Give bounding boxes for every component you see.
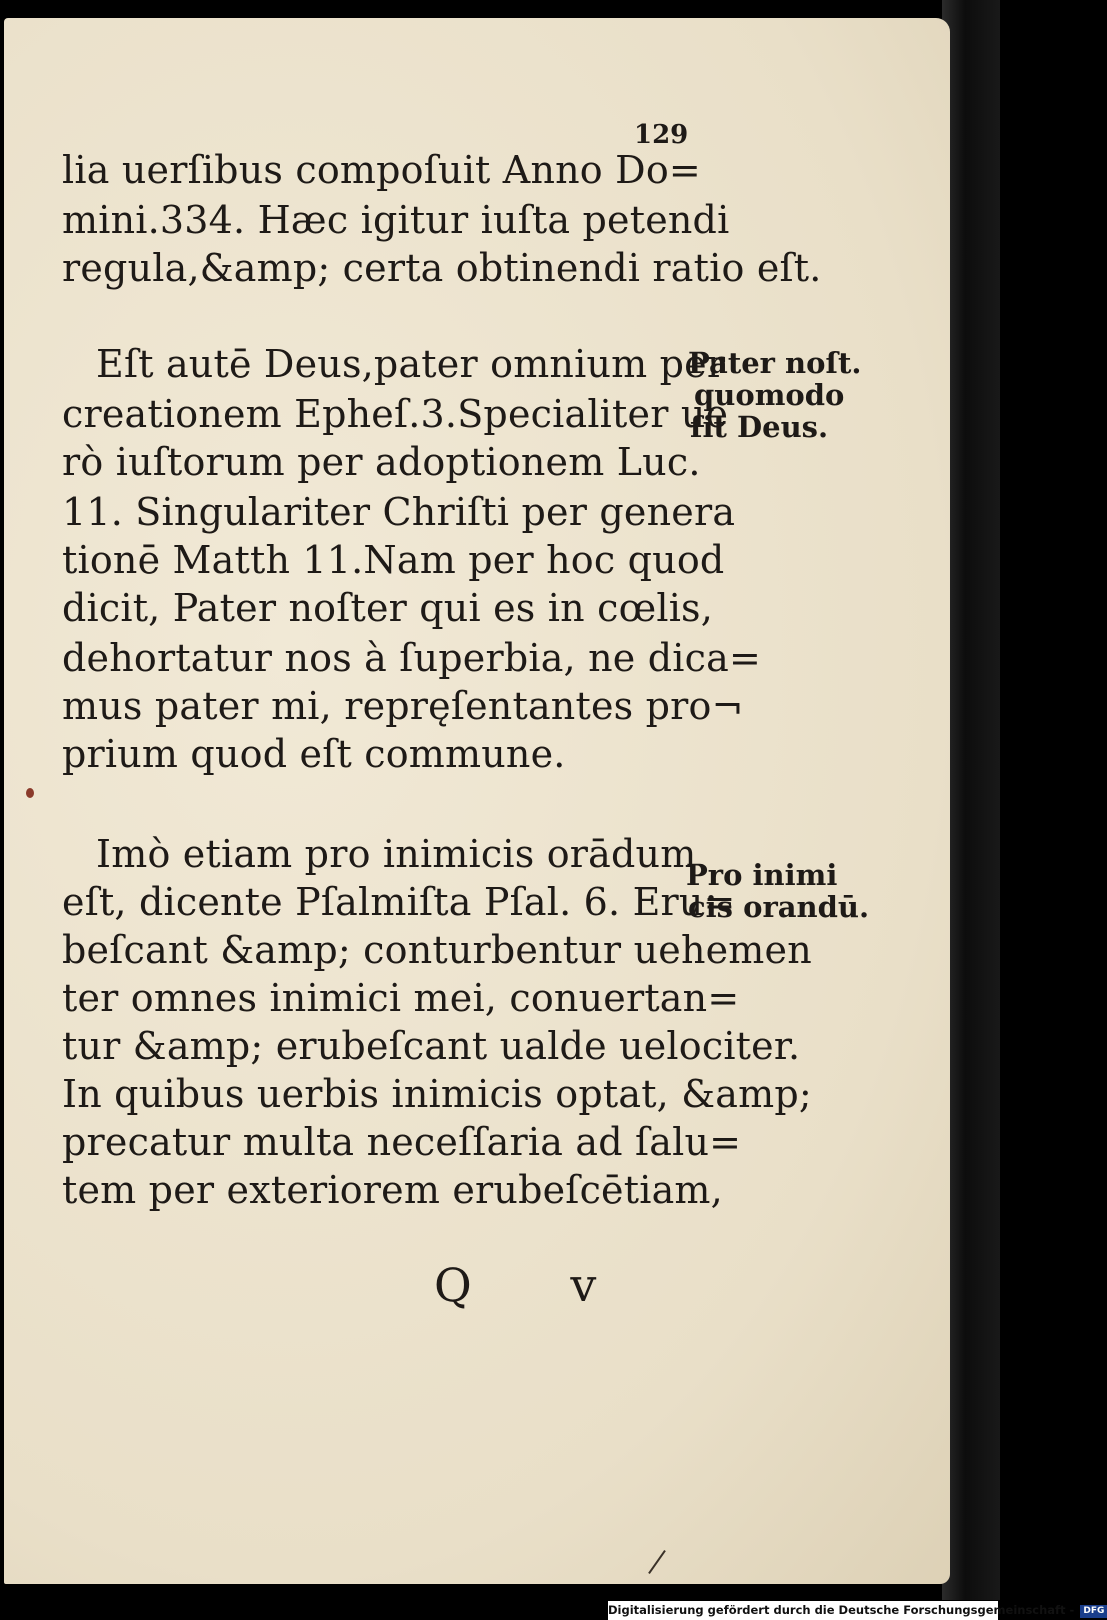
signature-mark: Q v (434, 1258, 639, 1312)
text-line: mus pater mi, repręſentantes pro¬ (62, 684, 744, 728)
text-line: tur &amp; erubeſcant ualde uelociter. (62, 1024, 801, 1068)
text-line: ter omnes inimici mei, conuertan= (62, 976, 740, 1020)
text-line: 11. Singulariter Chriſti per genera (62, 490, 736, 534)
text-line: regula,&amp; certa obtinendi ratio eſt. (62, 246, 822, 290)
margin-note-line: Pater noſt. (688, 346, 862, 380)
text-line: Imò etiam pro inimicis orādum (96, 832, 697, 876)
text-line: tem per exteriorem erubeſcētiam, (62, 1168, 723, 1212)
text-line: dehortatur nos à ſuperbia, ne dica= (62, 636, 762, 680)
margin-note-line: Pro inimi (686, 858, 838, 892)
text-line: creationem Epheſ.3.Specialiter ue (62, 392, 729, 436)
text-line: precatur multa neceſſaria ad ſalu= (62, 1120, 742, 1164)
text-line: rò iuſtorum per adoptionem Luc. (62, 440, 701, 484)
book-spine (942, 0, 1000, 1600)
text-line: dicit, Pater noſter qui es in cœlis, (62, 586, 714, 630)
digitization-footer (608, 1601, 1105, 1620)
footer-text: Digitalisierung gefördert durch die Deutsche Forschungsgemeinschaft - (608, 1603, 1075, 1617)
text-line: prium quod eſt commune. (62, 732, 566, 776)
text-line: eſt, dicente Pſalmiſta Pſal. 6. Eru= (62, 880, 736, 924)
margin-note-line: quomodo (694, 378, 845, 412)
page-number: 129 (634, 120, 689, 150)
margin-note-line: ſit Deus. (690, 410, 829, 444)
dfg-logo-icon: DFG (1080, 1605, 1107, 1618)
pencil-mark (648, 1550, 666, 1574)
text-line: mini.334. Hæc igitur iuſta petendi (62, 198, 730, 242)
margin-note-line: cis orandū. (688, 890, 870, 924)
book-page (4, 18, 950, 1584)
text-line: In quibus uerbis inimicis optat, &amp; (62, 1072, 812, 1116)
text-line: Eſt autē Deus,pater omnium per (96, 342, 726, 386)
text-line: tionē Matth 11.Nam per hoc quod (62, 538, 725, 582)
text-line: lia uerſibus compoſuit Anno Do= (62, 148, 701, 192)
text-line: beſcant &amp; conturbentur uehemen (62, 928, 812, 972)
ink-blot (26, 788, 34, 798)
